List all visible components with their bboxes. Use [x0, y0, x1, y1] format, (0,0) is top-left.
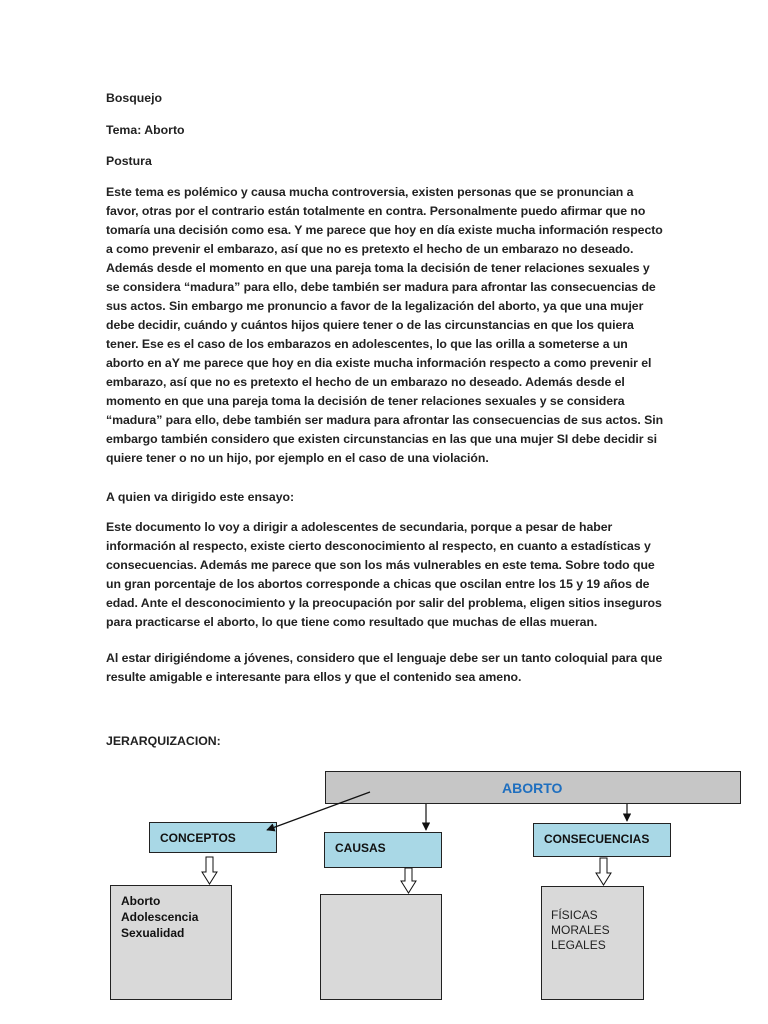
diagram-conceptos-label: CONCEPTOS: [160, 831, 236, 845]
paragraph-language: Al estar dirigiéndome a jóvenes, considero que el lenguaje debe ser un tanto coloquial para que resulte amigable e interesante para ellos y que el contenido sea ameno.: [106, 651, 663, 684]
heading-audience: A quien va dirigido este ensayo:: [106, 490, 295, 504]
diagram-consecuencias-label: CONSECUENCIAS: [544, 832, 650, 846]
hollow-arrow-causas: [401, 868, 416, 893]
heading-bosquejo: Bosquejo: [106, 91, 163, 105]
consecuencias-item: MORALES: [551, 923, 610, 937]
hollow-arrow-consecuencias: [596, 858, 611, 885]
consecuencias-item: FÍSICAS: [551, 908, 598, 922]
heading-tema: Tema: Aborto: [106, 123, 185, 137]
conceptos-item: Sexualidad: [121, 926, 185, 940]
hollow-arrow-conceptos: [202, 857, 217, 884]
conceptos-item: Aborto: [121, 894, 161, 908]
heading-postura: Postura: [106, 154, 152, 168]
heading-jerarquizacion: JERARQUIZACION:: [106, 734, 221, 748]
diagram-root-label: ABORTO: [502, 780, 563, 796]
paragraph-audience: Este documento lo voy a dirigir a adolescentes de secundaria, porque a pesar de haber información al respecto, existe cierto desconocimiento al respecto, en cuanto a estadísticas y consecuencias. Además me parece que son los más vulnerables en este tema. Sobre todo que un gran porcentaje de los abortos corresponde a chicas que oscilan entre los 15 y 19 años de edad. Ante el desconocimiento y la preocupación por salir del problema, eligen sitios inseguros para practicarse el aborto, lo que tiene como resultado que muchas de ellas mueran.: [106, 520, 662, 629]
consecuencias-item: LEGALES: [551, 938, 606, 952]
conceptos-item: Adolescencia: [121, 910, 199, 924]
paragraph-postura: Este tema es polémico y causa mucha controversia, existen personas que se pronuncian a favor, otras por el contrario están totalmente en contra. Personalmente puedo afirmar que no tomaría una decisión como esa. Y me parece que hoy en día existe mucha información respecto a como prevenir el embarazo, así que no es pretexto el hecho de un embarazo no deseado. Además desde el momento en que una pareja toma la decisión de tener relaciones sexuales y se considera “madura” para ello, debe también ser madura para afrontar las consecuencias de sus actos. Sin embargo me pronuncio a favor de la legalización del aborto, ya que una mujer debe decidir, cuándo y cuántos hijos quiere tener o de las circunstancias en que los quiera tener. Ese es el caso de los embarazos en adolescentes, lo que las orilla a someterse a un aborto en aY me parece que hoy en dia existe mucha información respecto a como prevenir el embarazo, así que no es pretexto el hecho de un embarazo no deseado. Además desde el momento en que una pareja toma la decisión de tener relaciones sexuales y se considera “madura” para ello, debe también ser madura para afrontar las consecuencias de sus actos. Sin embargo también considero que existen circunstancias en las que una mujer SI debe decidir si quiere tener o no un hijo, por ejemplo en el caso de una violación.: [106, 185, 664, 465]
diagram-causas-label: CAUSAS: [335, 841, 386, 855]
arrow-to-conceptos: [267, 792, 370, 830]
